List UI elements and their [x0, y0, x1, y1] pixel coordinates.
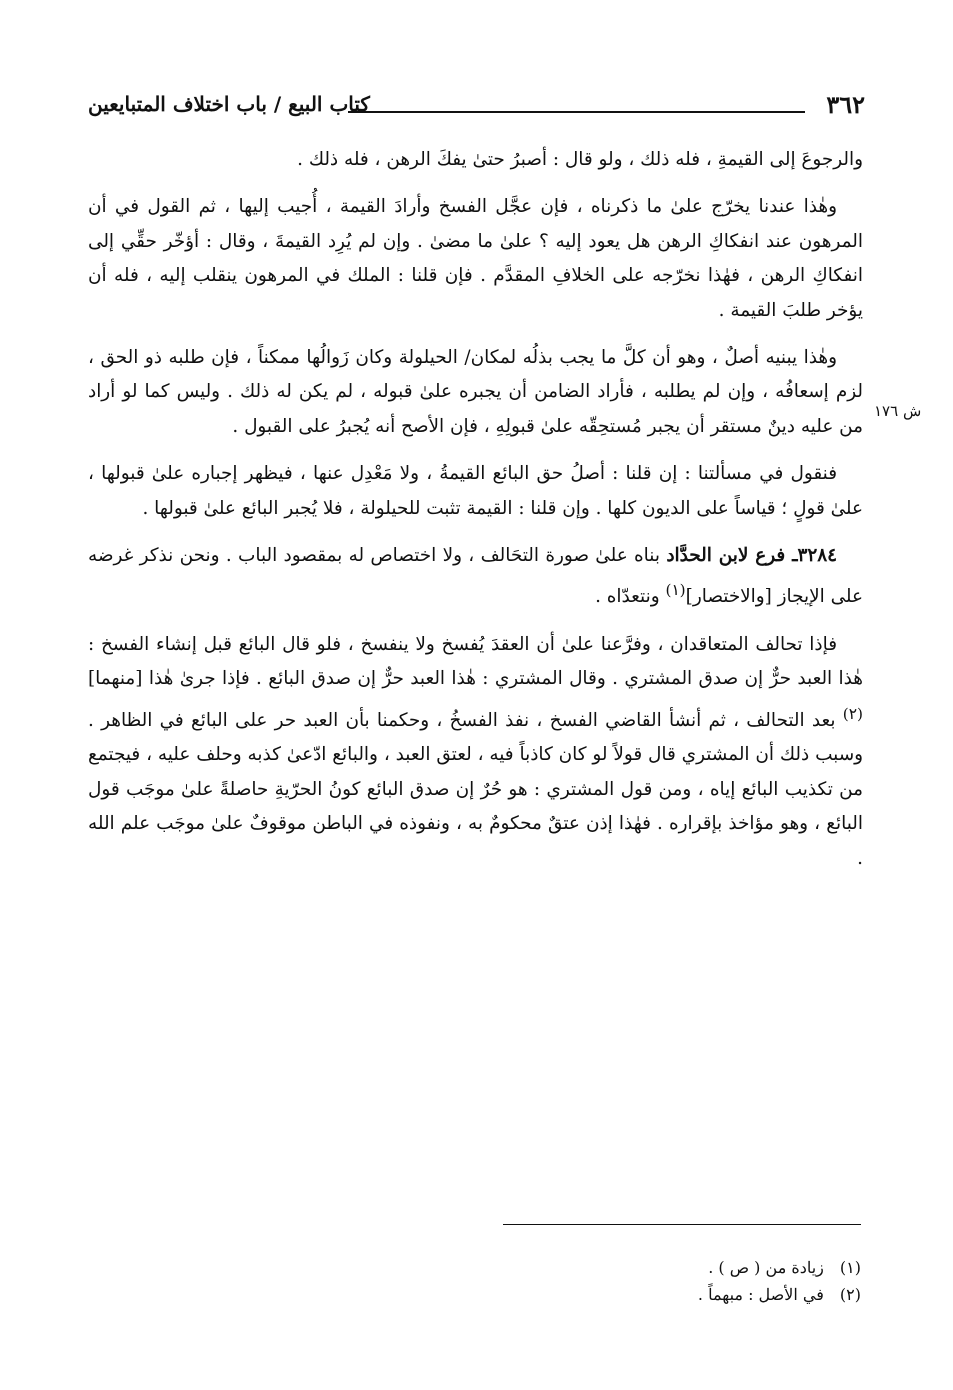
- header-rule: [348, 111, 805, 113]
- footnote-reference[interactable]: (١): [665, 581, 686, 600]
- issue-paragraph: [88, 539, 863, 615]
- paragraph: وهٰذا عندنا يخرّج علىٰ ما ذكرناه ، فإن عجَّل الفسخ وأرادَ القيمة ، أُجيب إليها ، ثم القول في أن المرهون عند انفكاكِ الرهن هل يعود إليه ؟ علىٰ ما مضىٰ . وإن لم يُرِد القيمةَ ، وقال : أؤخّر حقِّي إلى انفكاكِ الرهن ، فهٰذا نخرّجه على الخلافِ المقدَّم . فإن قلنا : الملك في المرهون ينقلب إليه ، فله أن يؤخر طلبَ القيمة .: [88, 196, 863, 321]
- footnote: [400, 1254, 861, 1281]
- paragraph-spacer: [88, 328, 863, 341]
- footnote-text: في الأصل : مبهماً .: [697, 1285, 824, 1304]
- paragraph: والرجوعَ إلى القيمةِ ، فله ذلك ، ولو قال : أصبرُ حتىٰ يفكَ الرهن ، فله ذلك .: [297, 149, 863, 170]
- paragraph-spacer: [88, 177, 863, 190]
- page-header: [88, 88, 865, 128]
- paragraph: فنقول في مسألتنا : إن قلنا : أصلُ حق البائع القيمةُ ، ولا مَعْدِل عنها ، فيظهر إجباره علىٰ قبولها ، علىٰ قولٍ ؛ قياساً على الديون كلها . وإن قلنا : القيمة تثبت للحيلولة ، فلا يُجبر البائع علىٰ قبولها .: [88, 463, 863, 519]
- paragraph-text: بعد التحالف ، ثم أنشأ القاضي الفسخ ، نفذ الفسخُ ، وحكمنا بأن العبد حر على البائع في الظاهر . وسبب ذلك أن المشتري قال قولاً لو كان كاذباً فيه ، لعتق العبد ، والبائع ادّعىٰ كذبه وحلف عليه ، فيجتمع من تكذيب البائع إياه ، ومن قول المشتري : هو حُرٌ إن صدق البائع كونُ الحرّيةِ حاصلةً علىٰ موجَب قول البائع ، وهو مؤاخذ بإقراره . فهٰذا إذن عتقٌ محكومٌ به ، ونفوذه في الباطن موقوفٌ علىٰ موجَب علم الله .: [88, 709, 863, 869]
- footnote: [400, 1281, 861, 1308]
- footnote-reference[interactable]: (٢): [842, 704, 863, 723]
- issue-tail: ونتعدّاه .: [595, 586, 666, 608]
- issue-label: ٣٢٨٤ـ فرع لابن الحدَّاد: [666, 545, 837, 567]
- paragraph-spacer: [88, 526, 863, 539]
- paragraph-text: فإذا تحالف المتعاقدان ، وفرَّعنا علىٰ أن العقدَ يُفسخ ولا ينفسخ ، فلو قال البائع قبل إنشاء الفسخ : هٰذا العبد حرٌّ إن صدق المشتري . وقال المشتري : هٰذا العبد حرٌّ إن صدق البائع . فإذا جرىٰ هٰذا [منهما]: [88, 634, 863, 690]
- footnote-marker: (٢): [839, 1285, 861, 1304]
- paragraph-spacer: [88, 444, 863, 457]
- main-text: [88, 143, 863, 876]
- margin-note: ش ١٧٦: [874, 402, 922, 420]
- footnotes: [400, 1254, 861, 1308]
- page-number: ٣٦٢: [826, 90, 865, 119]
- footnote-separator: [503, 1224, 861, 1225]
- issue-text: بناه علىٰ صورة التحَالف ، ولا اختصاص له بمقصود الباب . ونحن نذكر غرضه على الإيجاز [والاختصار]: [88, 545, 863, 608]
- footnote-marker: (١): [839, 1258, 861, 1277]
- paragraph: وهٰذا يبنيه أصلٌ ، وهو أن كلَّ ما يجب بذلُه لمكان/ الحيلولة وكان زَوالُها ممكناً ، فإن طلبه ذو الحق ، لزم إسعافُه ، وإن لم يطلبه ، فأراد الضامن أن يجبره علىٰ قبوله ، لم يكن له ذلك . وليس كما لو أراد من عليه دينٌ مستقر أن يجبر مُستحِقّه علىٰ قبولِهِ ، فإن الأصح أنه يُجبرُ على القبول .: [88, 347, 863, 437]
- paragraph-spacer: [88, 615, 863, 628]
- running-title: كتاب البيع / باب اختلاف المتبايعين: [88, 92, 370, 116]
- paragraph: [88, 628, 863, 876]
- footnote-text: زيادة من ( ص ) .: [708, 1258, 824, 1277]
